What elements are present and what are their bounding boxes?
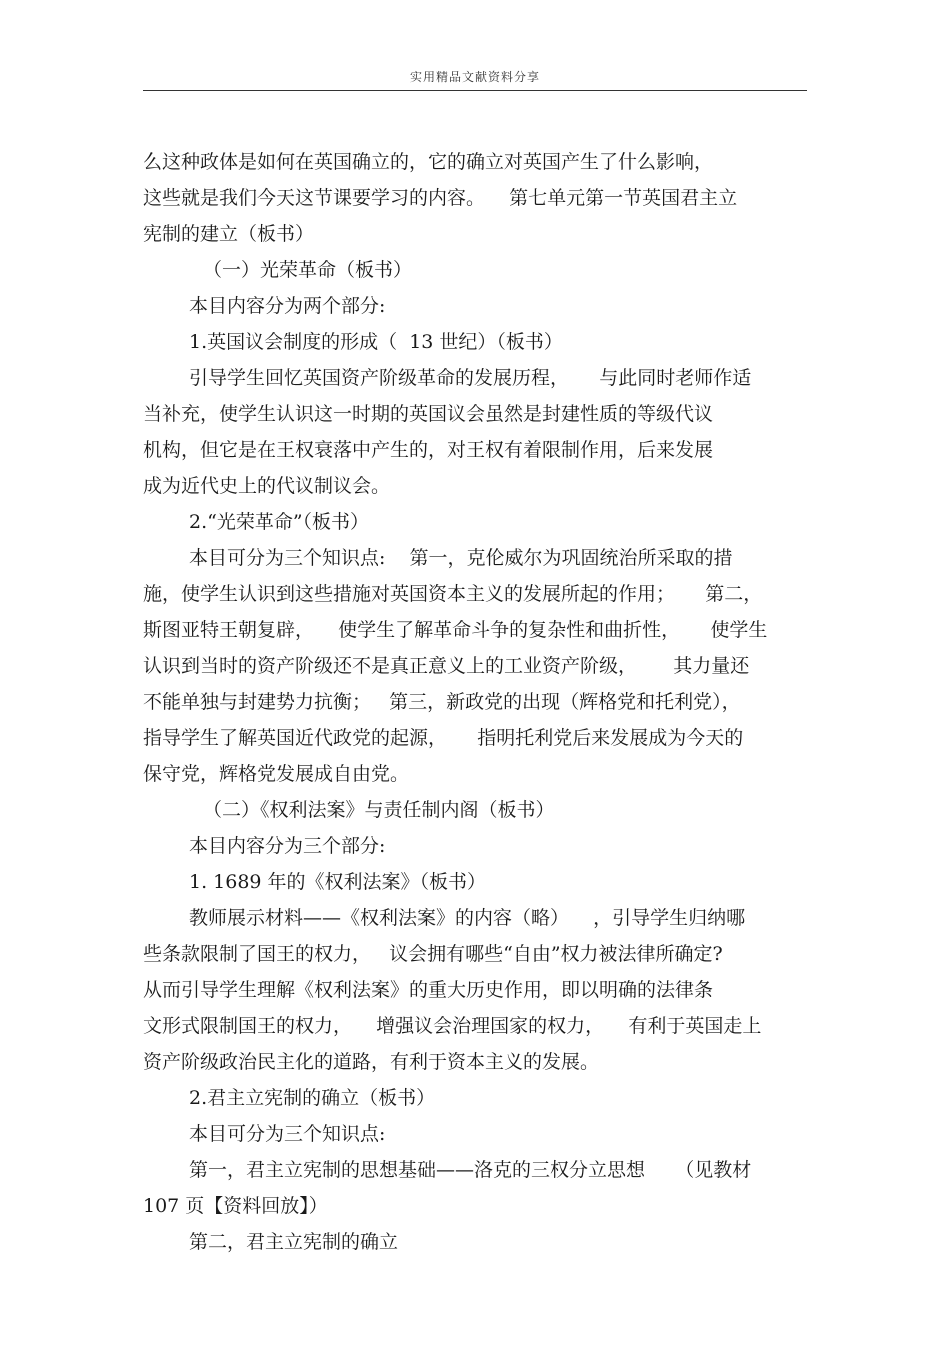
subsection-heading: 1. 1689 年的《权利法案》（板书） (189, 871, 487, 893)
subsection-heading: 2.“光荣革命”（板书） (189, 511, 370, 533)
subsection-heading: 1.英国议会制度的形成（ 13 世纪）（板书） (189, 331, 563, 353)
paragraph-line: 宪制的建立（板书） (143, 223, 315, 245)
paragraph-line: 第一，君主立宪制的思想基础——洛克的三权分立思想 （见教材 (189, 1159, 752, 1181)
paragraph-line: 斯图亚特王朝复辟， 使学生了解革命斗争的复杂性和曲折性， 使学生 (143, 619, 768, 641)
paragraph-line: 当补充，使学生认识这一时期的英国议会虽然是封建性质的等级代议 (143, 403, 714, 425)
paragraph-line: 本目内容分为三个部分: (189, 835, 386, 857)
header-rule (143, 90, 807, 91)
paragraph-line: 本目可分为三个知识点: (189, 1123, 386, 1145)
paragraph-line: 不能单独与封建势力抗衡； 第三，新政党的出现（辉格党和托利党）， (143, 691, 741, 713)
paragraph-line: 些条款限制了国王的权力， 议会拥有哪些“自由”权力被法律所确定? (143, 943, 723, 965)
paragraph-line: 认识到当时的资产阶级还不是真正意义上的工业资产阶级， 其力量还 (143, 655, 750, 677)
paragraph-line: 保守党，辉格党发展成自由党。 (143, 763, 410, 785)
paragraph-line: 指导学生了解英国近代政党的起源， 指明托利党后来发展成为今天的 (143, 727, 744, 749)
paragraph-line: 施，使学生认识到这些措施对英国资本主义的发展所起的作用； 第二， (143, 583, 763, 605)
subsection-heading: 2.君主立宪制的确立（板书） (189, 1087, 436, 1109)
paragraph-line: 资产阶级政治民主化的道路，有利于资本主义的发展。 (143, 1051, 600, 1073)
paragraph-line: 107 页【资料回放】） (143, 1195, 328, 1217)
paragraph-line: 引导学生回忆英国资产阶级革命的发展历程， 与此同时老师作适 (189, 367, 752, 389)
paragraph-line: 么这种政体是如何在英国确立的，它的确立对英国产生了什么影响， (143, 151, 714, 173)
paragraph-line: 教师展示材料——《权利法案》的内容（略） ，引导学生归纳哪 (189, 907, 746, 929)
page-header: 实用精品文献资料分享 (409, 70, 540, 84)
paragraph-line: 这些就是我们今天这节课要学习的内容。 第七单元第一节英国君主立 (143, 187, 738, 209)
paragraph-line: 成为近代史上的代议制议会。 (143, 475, 391, 497)
paragraph-line: 本目内容分为两个部分: (189, 295, 386, 317)
section-heading: （二）《权利法案》与责任制内阁（板书） (203, 799, 555, 821)
paragraph-line: 机构，但它是在王权衰落中产生的，对王权有着限制作用，后来发展 (143, 439, 714, 461)
paragraph-line: 第二，君主立宪制的确立 (189, 1231, 399, 1253)
section-heading: （一）光荣革命（板书） (203, 259, 413, 281)
paragraph-line: 本目可分为三个知识点: 第一，克伦威尔为巩固统治所采取的措 (189, 547, 733, 569)
paragraph-line: 从而引导学生理解《权利法案》的重大历史作用，即以明确的法律条 (143, 979, 714, 1001)
paragraph-line: 文形式限制国王的权力， 增强议会治理国家的权力， 有利于英国走上 (143, 1015, 762, 1037)
